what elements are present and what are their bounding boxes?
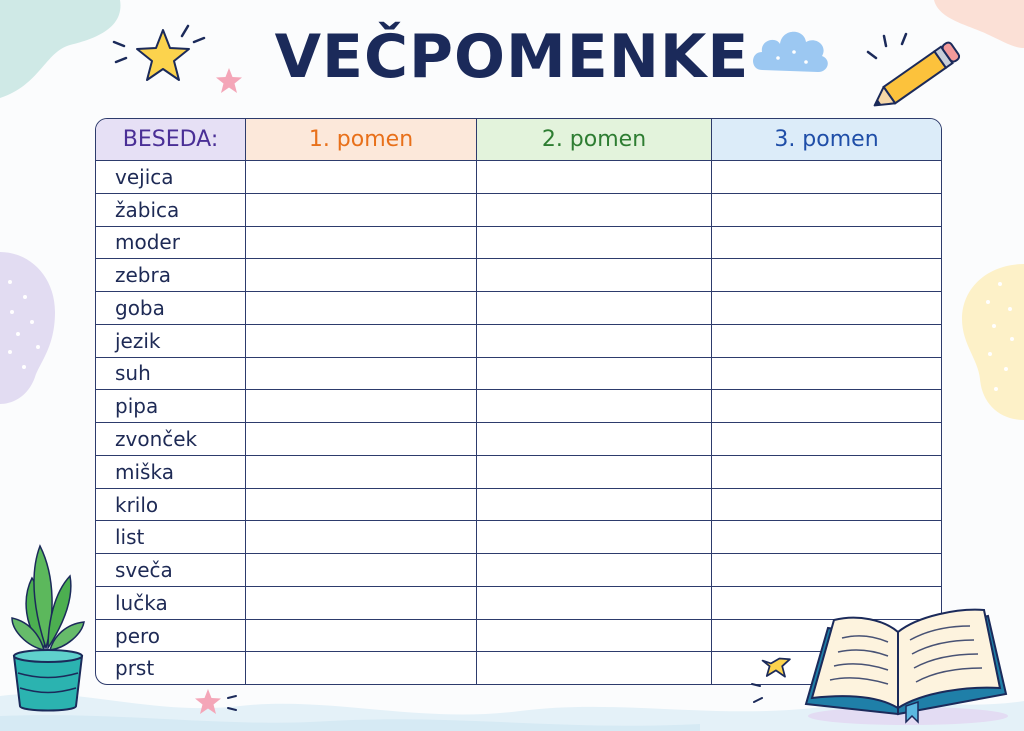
meaning-2-cell[interactable] bbox=[477, 652, 712, 684]
word-cell: jezik bbox=[96, 325, 246, 358]
meaning-2-cell[interactable] bbox=[477, 161, 712, 194]
word-cell: pero bbox=[96, 620, 246, 653]
table-row bbox=[96, 161, 941, 194]
table-row bbox=[96, 292, 941, 325]
meaning-1-cell[interactable] bbox=[246, 292, 477, 325]
meaning-1-cell[interactable] bbox=[246, 554, 477, 587]
table-row bbox=[96, 358, 941, 391]
table-row bbox=[96, 554, 941, 587]
meaning-1-cell[interactable] bbox=[246, 521, 477, 554]
header-meaning-1: 1. pomen bbox=[246, 119, 477, 161]
meaning-2-cell[interactable] bbox=[477, 292, 712, 325]
word-cell: prst bbox=[96, 652, 246, 684]
table-header-row bbox=[96, 119, 941, 161]
meaning-2-cell[interactable] bbox=[477, 456, 712, 489]
meaning-1-cell[interactable] bbox=[246, 456, 477, 489]
meaning-3-cell[interactable] bbox=[712, 161, 941, 194]
word-cell: žabica bbox=[96, 194, 246, 227]
book-icon bbox=[748, 598, 1010, 726]
meaning-2-cell[interactable] bbox=[477, 521, 712, 554]
meaning-1-cell[interactable] bbox=[246, 227, 477, 260]
word-cell: zebra bbox=[96, 259, 246, 292]
word-cell: sveča bbox=[96, 554, 246, 587]
word-cell: moder bbox=[96, 227, 246, 260]
meaning-1-cell[interactable] bbox=[246, 587, 477, 620]
word-cell: goba bbox=[96, 292, 246, 325]
meaning-3-cell[interactable] bbox=[712, 358, 941, 391]
word-cell: pipa bbox=[96, 390, 246, 423]
word-cell: lučka bbox=[96, 587, 246, 620]
table-row bbox=[96, 390, 941, 423]
table-row bbox=[96, 521, 941, 554]
meaning-2-cell[interactable] bbox=[477, 194, 712, 227]
meaning-1-cell[interactable] bbox=[246, 652, 477, 684]
header-meaning-3: 3. pomen bbox=[712, 119, 941, 161]
meaning-3-cell[interactable] bbox=[712, 390, 941, 423]
meaning-2-cell[interactable] bbox=[477, 423, 712, 456]
meaning-1-cell[interactable] bbox=[246, 423, 477, 456]
word-cell: vejica bbox=[96, 161, 246, 194]
meaning-2-cell[interactable] bbox=[477, 390, 712, 423]
meaning-3-cell[interactable] bbox=[712, 227, 941, 260]
meaning-2-cell[interactable] bbox=[477, 358, 712, 391]
table-row bbox=[96, 456, 941, 489]
meaning-2-cell[interactable] bbox=[477, 587, 712, 620]
pencil-icon bbox=[862, 32, 968, 116]
table-row bbox=[96, 325, 941, 358]
meaning-3-cell[interactable] bbox=[712, 259, 941, 292]
table-row bbox=[96, 194, 941, 227]
meaning-2-cell[interactable] bbox=[477, 489, 712, 522]
word-cell: miška bbox=[96, 456, 246, 489]
meaning-3-cell[interactable] bbox=[712, 521, 941, 554]
table-row bbox=[96, 259, 941, 292]
word-cell: suh bbox=[96, 358, 246, 391]
meaning-3-cell[interactable] bbox=[712, 456, 941, 489]
meaning-1-cell[interactable] bbox=[246, 390, 477, 423]
meaning-2-cell[interactable] bbox=[477, 227, 712, 260]
meaning-2-cell[interactable] bbox=[477, 554, 712, 587]
table-row bbox=[96, 423, 941, 456]
meaning-1-cell[interactable] bbox=[246, 325, 477, 358]
meaning-3-cell[interactable] bbox=[712, 292, 941, 325]
word-cell: list bbox=[96, 521, 246, 554]
meaning-3-cell[interactable] bbox=[712, 423, 941, 456]
meaning-3-cell[interactable] bbox=[712, 554, 941, 587]
word-cell: krilo bbox=[96, 489, 246, 522]
meaning-1-cell[interactable] bbox=[246, 620, 477, 653]
page-title: VEČPOMENKE bbox=[274, 22, 750, 92]
meaning-2-cell[interactable] bbox=[477, 325, 712, 358]
table-row bbox=[96, 489, 941, 522]
meaning-3-cell[interactable] bbox=[712, 489, 941, 522]
blob-right bbox=[960, 264, 1024, 420]
meaning-1-cell[interactable] bbox=[246, 358, 477, 391]
word-cell: zvonček bbox=[96, 423, 246, 456]
plant-icon bbox=[4, 538, 90, 718]
header-word: BESEDA: bbox=[96, 119, 246, 161]
meaning-2-cell[interactable] bbox=[477, 620, 712, 653]
blob-left bbox=[0, 252, 60, 407]
meaning-1-cell[interactable] bbox=[246, 489, 477, 522]
meaning-1-cell[interactable] bbox=[246, 194, 477, 227]
meaning-1-cell[interactable] bbox=[246, 259, 477, 292]
meaning-3-cell[interactable] bbox=[712, 325, 941, 358]
meaning-1-cell[interactable] bbox=[246, 161, 477, 194]
header-meaning-2: 2. pomen bbox=[477, 119, 712, 161]
pink-star-icon bbox=[192, 686, 242, 720]
table-row bbox=[96, 227, 941, 260]
meaning-2-cell[interactable] bbox=[477, 259, 712, 292]
meaning-3-cell[interactable] bbox=[712, 194, 941, 227]
cloud-icon bbox=[748, 22, 832, 78]
